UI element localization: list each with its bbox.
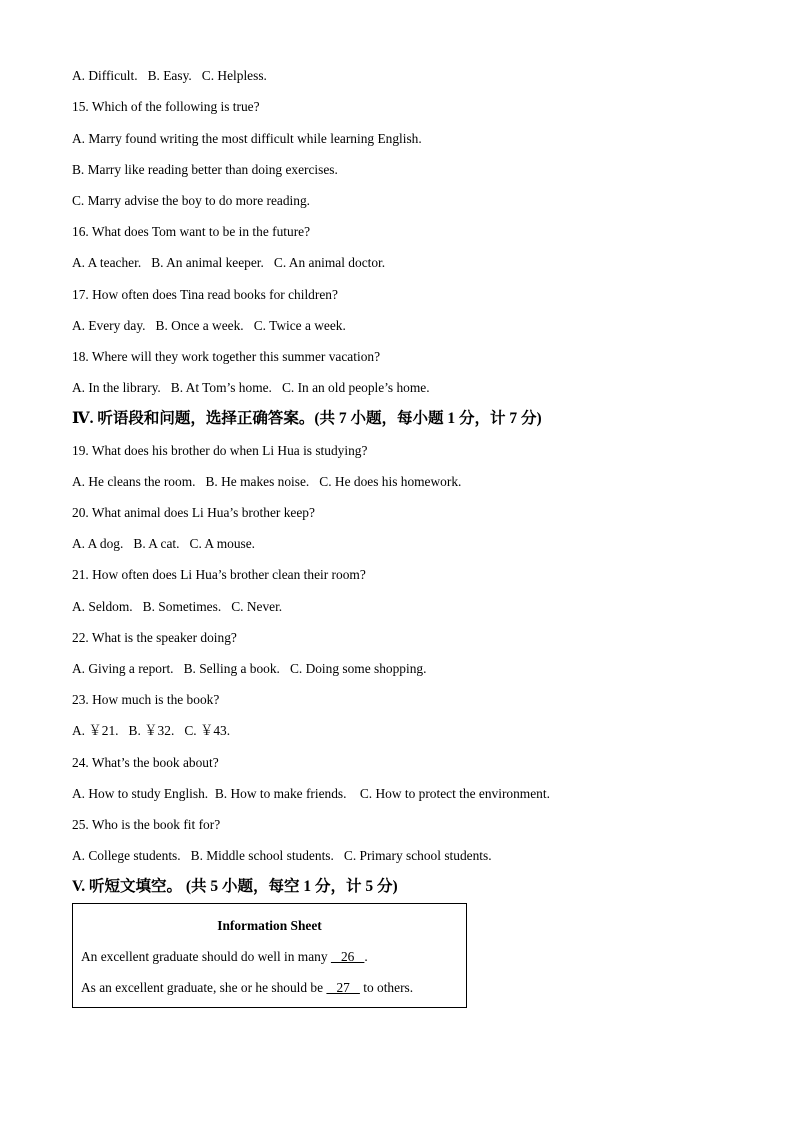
q24-question: 24. What’s the book about? (72, 755, 219, 770)
q16-options: A. A teacher. B. An animal keeper. C. An animal doctor. (72, 255, 386, 270)
section-v-heading: V. 听短文填空。 (共 5 小题，每空 1 分，计 5 分) (72, 878, 398, 895)
q24-options: A. How to study English. B. How to make friends. C. How to protect the environment. (72, 786, 550, 801)
q17-question: 17. How often does Tina read books for children? (72, 287, 338, 302)
q21-options: A. Seldom. B. Sometimes. C. Never. (72, 599, 283, 614)
blank-27[interactable]: 27 (326, 980, 360, 995)
q22-options: A. Giving a report. B. Selling a book. C. Doing some shopping. (72, 661, 427, 676)
q15-option-c: C. Marry advise the boy to do more reading. (72, 193, 310, 208)
q22-question: 22. What is the speaker doing? (72, 630, 237, 645)
q14-options: A. Difficult. B. Easy. C. Helpless. (72, 68, 267, 83)
q16-question: 16. What does Tom want to be in the future? (72, 224, 311, 239)
section-iv-heading: Ⅳ. 听语段和问题，选择正确答案。(共 7 小题，每小题 1 分，计 7 分) (72, 410, 542, 427)
q19-question: 19. What does his brother do when Li Hua is studying? (72, 443, 368, 458)
line-27-text: As an excellent graduate, she or he should be (81, 980, 327, 995)
q21-question: 21. How often does Li Hua’s brother clean their room? (72, 567, 366, 582)
line-27-end: to others. (359, 980, 414, 995)
q18-question: 18. Where will they work together this summer vacation? (72, 349, 381, 364)
blank-26[interactable]: 26 (330, 949, 365, 964)
line-26-text: An excellent graduate should do well in many (81, 949, 331, 964)
q23-question: 23. How much is the book? (72, 692, 220, 707)
q17-options: A. Every day. B. Once a week. C. Twice a week. (72, 318, 346, 333)
information-sheet-title: Information Sheet (217, 918, 322, 933)
information-sheet-box (72, 903, 467, 1008)
q25-options: A. College students. B. Middle school students. C. Primary school students. (72, 848, 492, 863)
information-sheet-line-26 (81, 948, 368, 966)
q20-options: A. A dog. B. A cat. C. A mouse. (72, 536, 256, 551)
q15-question: 15. Which of the following is true? (72, 99, 260, 114)
q20-question: 20. What animal does Li Hua’s brother keep? (72, 505, 315, 520)
q23-options: A. ￥21. B. ￥32. C. ￥43. (72, 723, 231, 738)
q15-option-b: B. Marry like reading better than doing exercises. (72, 162, 338, 177)
q19-options: A. He cleans the room. B. He makes noise. C. He does his homework. (72, 474, 462, 489)
q15-option-a: A. Marry found writing the most difficult while learning English. (72, 131, 422, 146)
q18-options: A. In the library. B. At Tom’s home. C. In an old people’s home. (72, 380, 430, 395)
q25-question: 25. Who is the book fit for? (72, 817, 221, 832)
line-26-end: . (364, 949, 368, 964)
information-sheet-line-27 (81, 979, 413, 997)
